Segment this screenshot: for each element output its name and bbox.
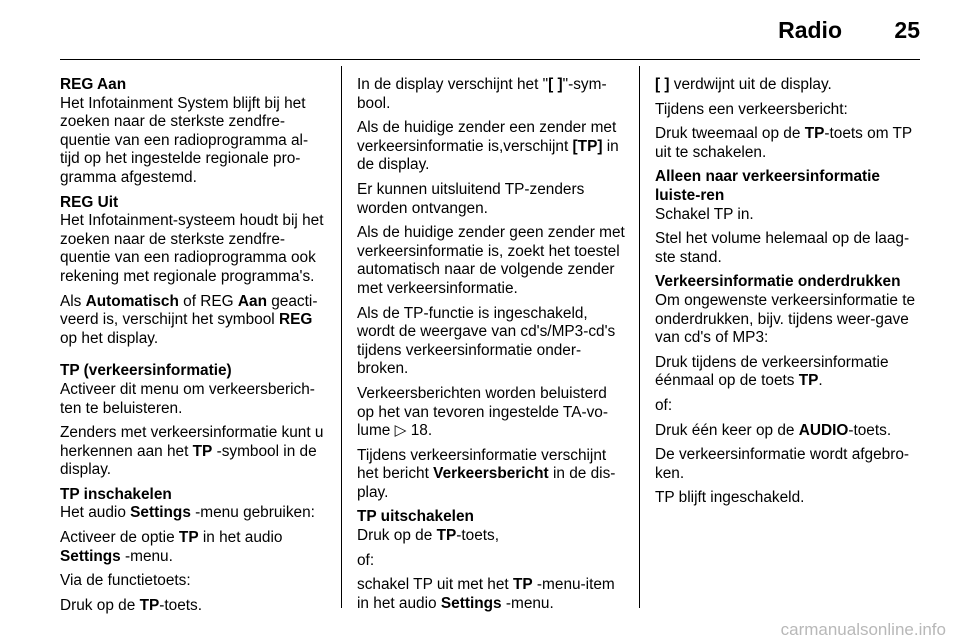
function-key-paragraph: Via de functietoets:: [60, 572, 191, 590]
text-run: in het audio: [198, 529, 283, 547]
text-run: In de display verschijnt het ": [357, 76, 549, 93]
tp-on-block: [60, 486, 326, 523]
reg-off-heading: REG Uit: [60, 193, 119, 211]
column-right: [655, 76, 923, 514]
tp-off-heading: TP uitschakelen: [357, 508, 474, 526]
tp-term: TP: [436, 527, 457, 545]
settings-term: Settings: [440, 594, 502, 612]
only-traffic-text: Schakel TP in.: [655, 205, 754, 223]
text-run: Verkeersberichten worden beluisterd op het van tevoren ingestelde TA-vo-lume: [357, 384, 608, 440]
text-run: Druk tweemaal op de: [655, 125, 805, 143]
no-traffic-paragraph: Als de huidige zender geen zender met verkeersinformatie is, zoekt het toestel automatisch naar de volgende zender met verkeersinformatie.: [357, 224, 625, 297]
tp-text: Activeer dit menu om verkeersberich-ten te beluisteren.: [60, 380, 315, 417]
reg-off-text: Het Infotainment-systeem houdt bij het zoeken naar de sterkste zendfre-quentie van een radioprogramma ook rekening met regionale programma's.: [60, 212, 324, 285]
reg-on-block: [60, 76, 326, 188]
text-run: -menu.: [501, 594, 554, 612]
text-run: Activeer de optie: [60, 529, 179, 547]
press-twice-paragraph: [655, 125, 923, 162]
text-run: in de dis-play.: [357, 465, 616, 501]
text-run: -menu.: [120, 547, 173, 565]
interrupted-paragraph: De verkeersinformatie wordt afgebro-ken.: [655, 446, 910, 482]
press-once-tp-paragraph: [655, 354, 923, 391]
aan-term: Aan: [237, 292, 267, 310]
only-traffic-heading: Alleen naar verkeersinformatie luiste-ren: [655, 168, 880, 204]
column-middle: [357, 76, 625, 619]
reg-off-block: [60, 194, 326, 287]
text-run: -symbool in de display.: [60, 442, 317, 479]
text-run: Als: [60, 292, 86, 310]
display-symbol-paragraph: [357, 76, 625, 113]
volume-paragraph: [357, 385, 625, 441]
text-run: verdwijnt uit de display.: [669, 76, 832, 93]
reg-symbol-paragraph: [60, 293, 326, 349]
tp-term: TP: [804, 125, 825, 143]
text-run: Druk op de: [60, 596, 140, 614]
text-run: Tijdens verkeersinformatie verschijnt het bericht: [357, 446, 607, 483]
verkeersbericht-term: Verkeersbericht: [433, 465, 549, 483]
tp-term: TP: [192, 442, 213, 460]
page-header: [60, 17, 920, 49]
press-audio-paragraph: [655, 422, 923, 441]
text-run: Het audio: [60, 504, 131, 522]
text-run: -toets.: [159, 596, 203, 614]
during-message-paragraph: Tijdens een verkeersbericht:: [655, 100, 848, 118]
or-paragraph: of:: [357, 551, 375, 569]
reg-term: REG: [278, 311, 313, 329]
reg-on-heading: REG Aan: [60, 76, 127, 93]
suppress-text: Om ongewenste verkeersinformatie te onderdrukken, bijv. tijdens weer-gave van cd's of MP3:: [655, 291, 916, 347]
tp-term: TP: [512, 576, 533, 594]
only-tp-paragraph: Er kunnen uitsluitend TP-zenders worden ontvangen.: [357, 180, 585, 217]
audio-term: AUDIO: [798, 421, 849, 439]
activate-paragraph: [60, 529, 326, 566]
tp-off-block: [357, 508, 625, 545]
column-divider: [639, 66, 640, 608]
message-paragraph: [357, 447, 625, 503]
text-run: Druk één keer op de: [655, 421, 799, 439]
header-rule: [60, 59, 920, 60]
or-paragraph: of:: [655, 396, 673, 414]
text-run: of REG: [178, 292, 238, 310]
column-divider: [341, 66, 342, 608]
text-run: op het display.: [60, 329, 159, 347]
column-left: [60, 76, 326, 621]
text-run: -menu-item in het audio: [357, 576, 615, 612]
text-run: geacti-veerd is, verschijnt het symbool: [60, 292, 318, 329]
press-tp-paragraph: [60, 597, 326, 616]
section-title: Radio: [778, 17, 842, 43]
automatisch-term: Automatisch: [85, 292, 179, 310]
tp-block: [60, 362, 326, 418]
text-run: schakel TP uit met het: [357, 576, 513, 594]
text-run: -toets,: [456, 527, 500, 545]
tp-term: TP: [139, 596, 160, 614]
text-run: Als de huidige zender een zender met verkeersinformatie is,verschijnt: [357, 119, 617, 155]
tp-bracket-symbol: [TP]: [572, 137, 603, 155]
text-run: -menu gebruiken:: [190, 504, 315, 522]
text-run: in de display.: [357, 137, 619, 174]
settings-term: Settings: [130, 504, 191, 522]
tp-term: TP: [178, 529, 199, 547]
text-run: .: [818, 372, 823, 390]
tp-stations-paragraph: [60, 424, 326, 480]
tp-stays-paragraph: TP blijft ingeschakeld.: [655, 489, 805, 507]
tp-heading: TP (verkeersinformatie): [60, 362, 232, 380]
suppress-heading: Verkeersinformatie onderdrukken: [655, 273, 901, 291]
watermark: carmanualsonline.info: [780, 620, 946, 639]
text-run: Zenders met verkeersinformatie kunt u herkennen aan het: [60, 424, 324, 460]
text-run: -toets.: [848, 421, 892, 439]
page-reference: ▷ 18.: [394, 422, 433, 440]
bracket-symbol: [ ]: [548, 76, 563, 93]
only-traffic-block: [655, 168, 923, 224]
current-station-paragraph: [357, 119, 625, 175]
tp-on-heading: TP inschakelen: [60, 485, 172, 503]
page-number: 25: [894, 17, 920, 43]
symbol-disappears-paragraph: [655, 76, 923, 95]
text-run: -toets om TP uit te schakelen.: [655, 125, 912, 161]
settings-term: Settings: [60, 547, 121, 565]
volume-low-paragraph: Stel het volume helemaal op de laag-ste stand.: [655, 230, 910, 266]
tp-term: TP: [798, 372, 819, 390]
bracket-symbol: [ ]: [655, 76, 670, 93]
tp-function-paragraph: Als de TP-functie is ingeschakeld, wordt de weergave van cd's/MP3-cd's tijdens verkeersinformatie onder-broken.: [357, 304, 616, 378]
switch-off-paragraph: [357, 576, 625, 613]
suppress-block: [655, 273, 923, 347]
text-run: Druk tijdens de verkeersinformatie éénmaal op de toets: [655, 353, 889, 390]
text-run: "-sym-bool.: [357, 76, 607, 112]
reg-on-text: Het Infotainment System blijft bij het zoeken naar de sterkste zendfre-quentie van een radioprogramma al-tijd op het ingestelde regionale pro-gramma afgestemd.: [60, 94, 309, 186]
text-run: Druk op de: [357, 527, 437, 545]
